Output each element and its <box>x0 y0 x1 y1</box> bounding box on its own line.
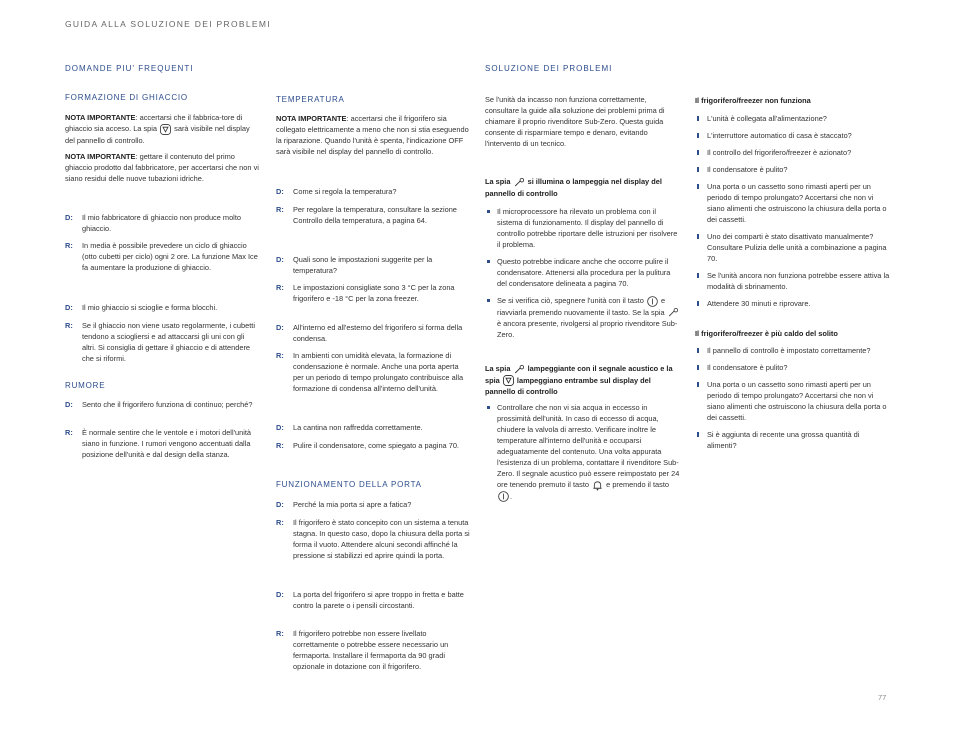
qa-text: Sento che il frigorifero funziona di continuo; perché? <box>82 400 253 409</box>
page-header: GUIDA ALLA SOLUZIONE DEI PROBLEMI <box>65 19 271 29</box>
ice-answer-1 <box>65 240 260 273</box>
qa-key: R: <box>276 441 284 450</box>
qa-text: Il mio ghiaccio si scioglie e forma blocchi. <box>82 303 218 312</box>
ice-note-2 <box>65 151 260 184</box>
qa-key: R: <box>276 629 284 638</box>
qa-text: Il frigorifero potrebbe non essere livellato correttamente o potrebbe essere necessario un fermaporta. Installare il fermaporta da 90 gradi opzionale in dotazione con il frigorifero. <box>293 629 449 671</box>
qa-key: D: <box>276 323 284 332</box>
not-working-heading: Il frigorifero/freezer non funziona <box>695 96 811 105</box>
temp-question-1 <box>276 186 471 197</box>
qa-key: R: <box>276 351 284 360</box>
qa-key: D: <box>276 255 284 264</box>
faq-title: DOMANDE PIU' FREQUENTI <box>65 64 194 73</box>
note-label: NOTA IMPORTANTE <box>65 152 136 161</box>
service-wrench-icon <box>668 307 679 318</box>
page-number: 77 <box>878 693 887 702</box>
qa-text: Le impostazioni consigliate sono 3 °C per la zona frigorifero e -18 °C per la zona freezer. <box>293 283 455 303</box>
ice-maker-icon <box>160 124 171 135</box>
qa-text: Se il ghiaccio non viene usato regolarmente, i cubetti tendono a sciogliersi e ad attaccarsi gli uni con gli altri. Si consiglia di gettare il ghiaccio e di attendere che si riformi. <box>82 321 255 363</box>
temperature-title: TEMPERATURA <box>276 95 345 104</box>
temp-answer-3 <box>276 350 471 394</box>
note-text: : accertarsi che il fabbrica-tore di ghiaccio sia acceso. La spia <box>65 113 243 133</box>
list-item: L'unità è collegata all'alimentazione? <box>695 113 890 124</box>
door-answer-2 <box>276 628 471 672</box>
qa-text: La porta del frigorifero si apre troppo in fretta e batte contro la parete o i pensili circostanti. <box>293 590 464 610</box>
door-answer-1 <box>276 517 471 561</box>
qa-key: D: <box>65 213 73 222</box>
qa-text: Pulire il condensatore, come spiegato a pagina 70. <box>293 441 459 450</box>
heading-text: La spia <box>485 177 511 186</box>
heading-text: si illumina o lampeggia nel display del pannello di controllo <box>485 177 662 198</box>
power-icon <box>647 296 658 307</box>
bell-icon <box>592 480 603 491</box>
qa-key: R: <box>276 283 284 292</box>
door-title: FUNZIONAMENTO DELLA PORTA <box>276 480 422 489</box>
note-text: sarà visibile nel display del pannello di controllo. <box>65 124 250 145</box>
noise-title: RUMORE <box>65 381 106 390</box>
list-item: Uno dei comparti è stato disattivato manualmente? Consultare Pulizia delle unità a combinazione a pagina 70. <box>695 231 890 264</box>
note-label: NOTA IMPORTANTE <box>65 113 136 122</box>
not-working-list <box>695 113 890 309</box>
troubleshoot-title: SOLUZIONE DEI PROBLEMI <box>485 64 613 73</box>
qa-text: Il frigorifero è stato concepito con un sistema a tenuta stagna. In questo caso, dopo la chiusura della porta si forma il vuoto. Attendere alcuni secondi affinché la pressione si stabilizzi ed aprire quindi la porta. <box>293 518 470 560</box>
qa-text: In media è possibile prevedere un ciclo di ghiaccio (otto cubetti per ciclo) ogni 2 ore. La funzione Max Ice fa aumentare la produzione di ghiaccio. <box>82 241 258 272</box>
alarm-light-heading <box>485 363 680 397</box>
qa-key: R: <box>65 428 73 437</box>
list-item: Il pannello di controllo è impostato correttamente? <box>695 345 890 356</box>
temp-question-2 <box>276 254 471 276</box>
power-icon <box>498 491 509 502</box>
list-item: Una porta o un cassetto sono rimasti aperti per un periodo di tempo prolungato? Accertarsi che non vi siano alimenti che ostruiscono la chiusura della porta o dei cassetti. <box>695 181 890 225</box>
qa-key: R: <box>65 241 73 250</box>
temp-answer-2 <box>276 282 471 304</box>
ice-maker-icon <box>503 375 514 386</box>
list-item: Il condensatore è pulito? <box>695 362 890 373</box>
list-item: Se l'unità ancora non funziona potrebbe essere attiva la modalità di sbrinamento. <box>695 270 890 292</box>
qa-key: R: <box>65 321 73 330</box>
service-wrench-icon <box>514 177 525 188</box>
list-item: Una porta o un cassetto sono rimasti aperti per un periodo di tempo prolungato? Accertarsi che non vi siano alimenti che ostruiscono la chiusura della porta o dei cassetti. <box>695 379 890 423</box>
troubleshoot-intro: Se l'unità da incasso non funziona correttamente, consultare la guide alla soluzione dei problemi prima di chiamare il proprio rivenditore Sub-Zero. Questa guida consente di risparmiare tempo e denaro, evitando l'intervento di un tecnico. <box>485 95 665 148</box>
temperature-note <box>276 113 471 157</box>
list-item: L'interruttore automatico di casa è staccato? <box>695 130 890 141</box>
qa-key: R: <box>276 205 284 214</box>
door-question-2 <box>276 589 471 611</box>
ice-note-1 <box>65 112 260 146</box>
heading-text: lampeggiante con il segnale acustico e la spia <box>485 364 673 385</box>
qa-text: Come si regola la temperatura? <box>293 187 397 196</box>
noise-question <box>65 399 260 410</box>
ice-answer-2 <box>65 320 260 364</box>
alarm-light-list <box>485 402 680 502</box>
qa-key: D: <box>276 500 284 509</box>
service-light-list <box>485 206 680 340</box>
qa-text: Quali sono le impostazioni suggerite per la temperatura? <box>293 255 433 275</box>
list-item: Attendere 30 minuti e riprovare. <box>695 298 890 309</box>
list-item: Controllare che non vi sia acqua in eccesso in prossimità dell'unità. In caso di eccesso di acqua, chiudere la valvola di arresto. Verificare inoltre le temperature all'interno dell'unità e occuparsi adeguatamente del contenuto. Una volta appurata l'esistenza di un problema, contattare il rivenditore Sub-Zero. Il segnale acustico può essere reimpostato per 24 ore tenendo premuto il tasto e premendo il tasto . <box>485 402 680 502</box>
list-item: Si è aggiunta di recente una grossa quantità di alimenti? <box>695 429 890 451</box>
qa-key: R: <box>276 518 284 527</box>
list-item: Se si verifica ciò, spegnere l'unità con il tasto e riavviarla premendo nuovamente il tasto. Se la spia è ancora presente, rivolgersi al proprio rivenditore Sub-Zero. <box>485 295 680 340</box>
qa-text: All'interno ed all'esterno del frigorifero si forma della condensa. <box>293 323 463 343</box>
heading-text: La spia <box>485 364 511 373</box>
list-item: Il controllo del frigorifero/freezer è azionato? <box>695 147 890 158</box>
noise-answer <box>65 427 260 460</box>
qa-text: La cantina non raffredda correttamente. <box>293 423 423 432</box>
note-text: : accertarsi che il frigorifero sia collegato elettricamente a meno che non si stia eseguendo la riparazione. Quando l'unità è spenta, l'indicazione OFF sarà visibile nel display del pannello di controllo. <box>276 114 469 156</box>
qa-key: D: <box>65 303 73 312</box>
temp-question-3 <box>276 322 471 344</box>
qa-key: D: <box>276 187 284 196</box>
qa-text: Per regolare la temperatura, consultare la sezione Controllo della temperatura, a pagina 64. <box>293 205 457 225</box>
list-item: Il condensatore è pulito? <box>695 164 890 175</box>
list-item: Questo potrebbe indicare anche che occorre pulire il condensatore. Attenersi alla procedura per la pulitura del condensatore delineata a pagina 70. <box>485 256 680 289</box>
door-question-1 <box>276 499 471 510</box>
qa-text: Il mio fabbricatore di ghiaccio non produce molto ghiaccio. <box>82 213 241 233</box>
service-light-heading <box>485 176 680 199</box>
note-text: : gettare il contenuto del primo ghiaccio prodotto dal fabbricatore, per accertarsi che non vi siano residui delle nuove tubazioni idriche. <box>65 152 259 183</box>
temp-answer-1 <box>276 204 471 226</box>
note-label: NOTA IMPORTANTE <box>276 114 347 123</box>
ice-question-2 <box>65 302 260 313</box>
qa-key: D: <box>65 400 73 409</box>
qa-text: In ambienti con umidità elevata, la formazione di condensazione è normale. Anche una porta aperta per un periodo di tempo prolungato contribuisce alla formazione di condensa all'interno dell'unità. <box>293 351 464 393</box>
list-item: Il microprocessore ha rilevato un problema con il sistema di funzionamento. Il display del pannello di controllo potrebbe riportare delle istruzioni per risolvere il problema. <box>485 206 680 250</box>
ice-title: FORMAZIONE DI GHIACCIO <box>65 93 188 102</box>
warmer-heading: Il frigorifero/freezer è più caldo del solito <box>695 329 838 338</box>
warmer-list <box>695 345 890 451</box>
qa-key: D: <box>276 590 284 599</box>
ice-question-1 <box>65 212 260 234</box>
qa-text: È normale sentire che le ventole e i motori dell'unità siano in funzione. I rumori vengono accentuati dalla posizione dell'unità e dal design della stanza. <box>82 428 252 459</box>
temp-answer-4 <box>276 440 471 451</box>
heading-text: lampeggiano entrambe sul display del pannello di controllo <box>485 375 651 397</box>
service-wrench-icon <box>514 364 525 375</box>
qa-key: D: <box>276 423 284 432</box>
temp-question-4 <box>276 422 471 433</box>
qa-text: Perché la mia porta si apre a fatica? <box>293 500 412 509</box>
